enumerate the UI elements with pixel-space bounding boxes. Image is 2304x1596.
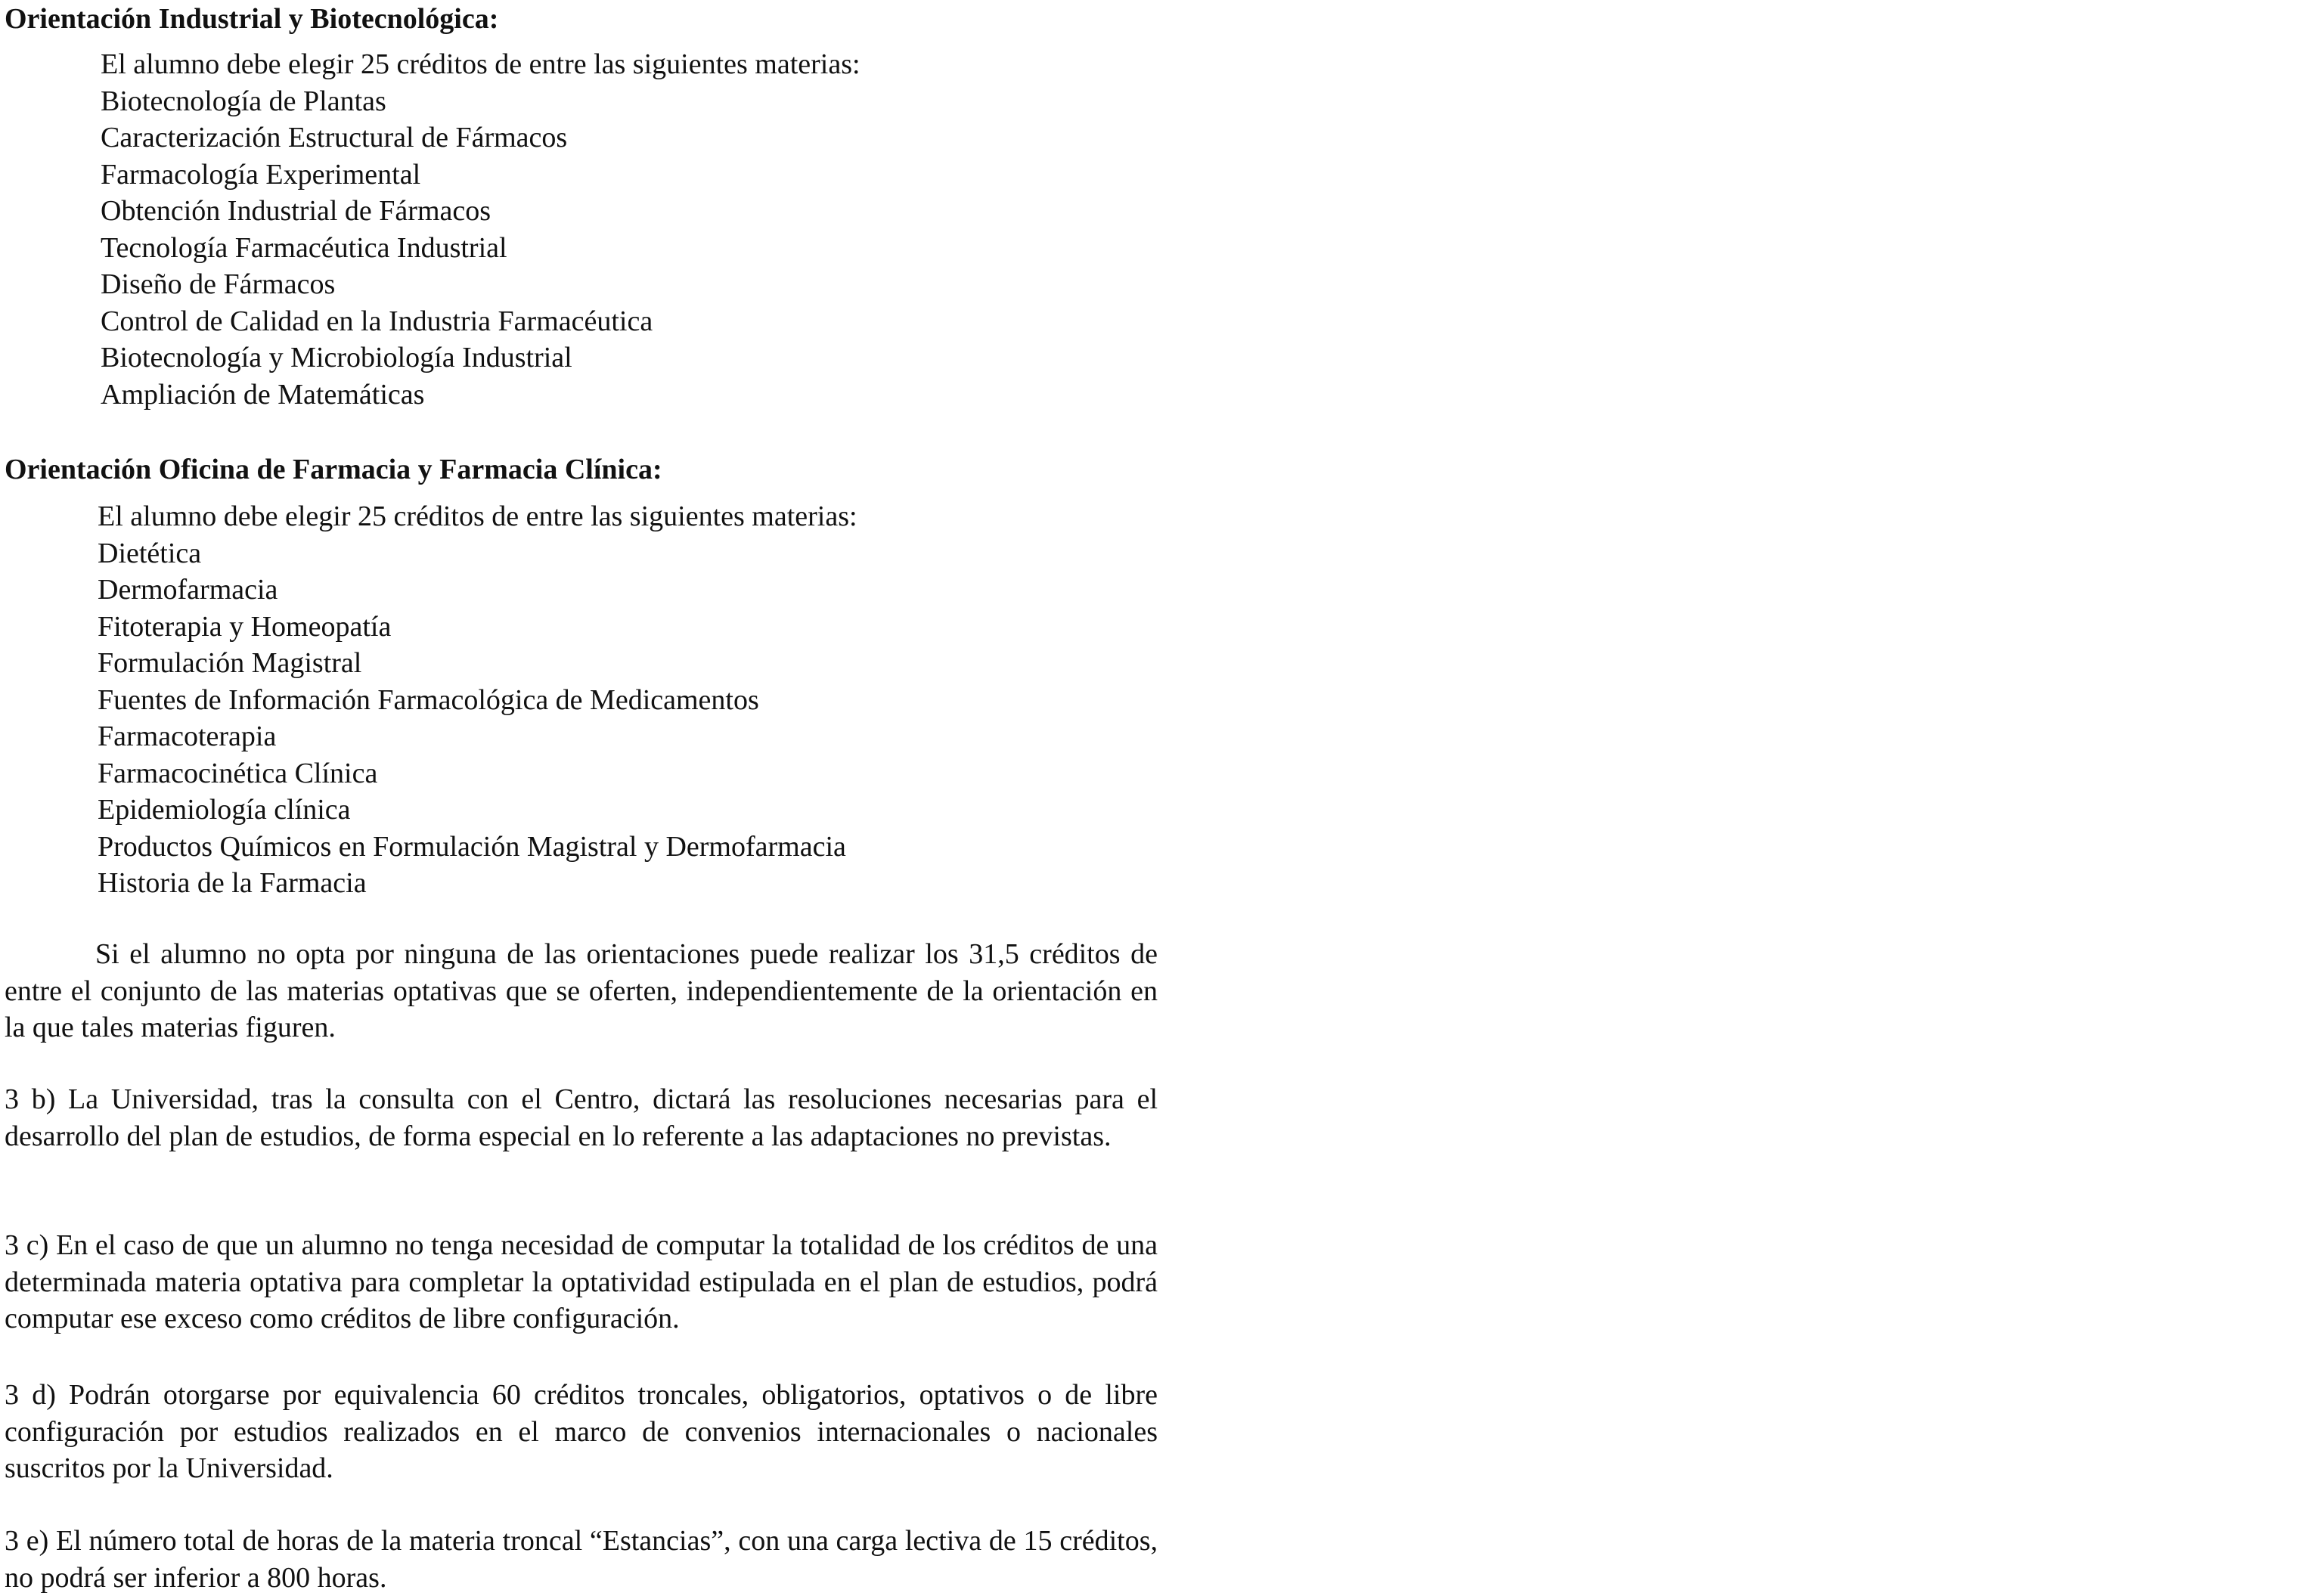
paragraph-3c: 3 c) En el caso de que un alumno no tenga necesidad de computar la totalidad de los créditos de una determinada materia optativa para completar la optatividad estipulada en el plan de estudios, podrá computar ese exceso como créditos de libre configuración. xyxy=(5,1229,1158,1334)
list-item: Tecnología Farmacéutica Industrial xyxy=(101,231,507,264)
list-item: Epidemiología clínica xyxy=(98,794,351,826)
list-item: Caracterización Estructural de Fármacos xyxy=(101,122,568,153)
list-item: Formulación Magistral xyxy=(98,647,362,679)
list-item: Dermofarmacia xyxy=(98,574,278,606)
list-item: Biotecnología de Plantas xyxy=(101,85,386,117)
paragraph-3b: 3 b) La Universidad, tras la consulta con el Centro, dictará las resoluciones necesarias para el desarrollo del plan de estudios, de forma especial en lo referente a las adaptaciones no previstas. xyxy=(5,1083,1158,1152)
paragraph-3e: 3 e) El número total de horas de la materia troncal “Estancias”, con una carga lectiva de 15 créditos, no podrá ser inferior a 800 horas. xyxy=(5,1525,1158,1594)
list-item: Farmacología Experimental xyxy=(101,158,421,191)
section-intro: El alumno debe elegir 25 créditos de entre las siguientes materias: xyxy=(98,500,857,532)
list-item: Ampliación de Matemáticas xyxy=(101,378,425,411)
section-heading-oficina: Orientación Oficina de Farmacia y Farmacia Clínica: xyxy=(5,454,662,485)
paragraph-optional-credits: Si el alumno no opta por ninguna de las orientaciones puede realizar los 31,5 créditos de entre el conjunto de las materias optativas que se oferten, independientemente de la orientación en la que tales materias figuren. xyxy=(5,938,1158,1043)
list-item: Productos Químicos en Formulación Magistral y Dermofarmacia xyxy=(98,830,846,863)
list-item: Dietética xyxy=(98,537,202,569)
list-item: Obtención Industrial de Fármacos xyxy=(101,195,491,227)
list-item: Fuentes de Información Farmacológica de Medicamentos xyxy=(98,683,759,716)
list-item: Historia de la Farmacia xyxy=(98,867,367,899)
section-list-industrial xyxy=(101,46,861,413)
paragraph-3d: 3 d) Podrán otorgarse por equivalencia 60 créditos troncales, obligatorios, optativos o de libre configuración por estudios realizados en el marco de convenios internacionales o nacionales suscritos por la Universidad. xyxy=(5,1379,1158,1484)
section-intro: El alumno debe elegir 25 créditos de entre las siguientes materias: xyxy=(101,48,861,80)
list-item: Fitoterapia y Homeopatía xyxy=(98,610,392,643)
list-item: Farmacoterapia xyxy=(98,721,277,752)
list-item: Diseño de Fármacos xyxy=(101,268,336,300)
section-list-oficina xyxy=(98,498,857,902)
list-item: Control de Calidad en la Industria Farmacéutica xyxy=(101,305,653,337)
list-item: Farmacocinética Clínica xyxy=(98,757,378,789)
list-item: Biotecnología y Microbiología Industrial xyxy=(101,342,572,373)
section-heading-industrial: Orientación Industrial y Biotecnológica: xyxy=(5,3,499,35)
